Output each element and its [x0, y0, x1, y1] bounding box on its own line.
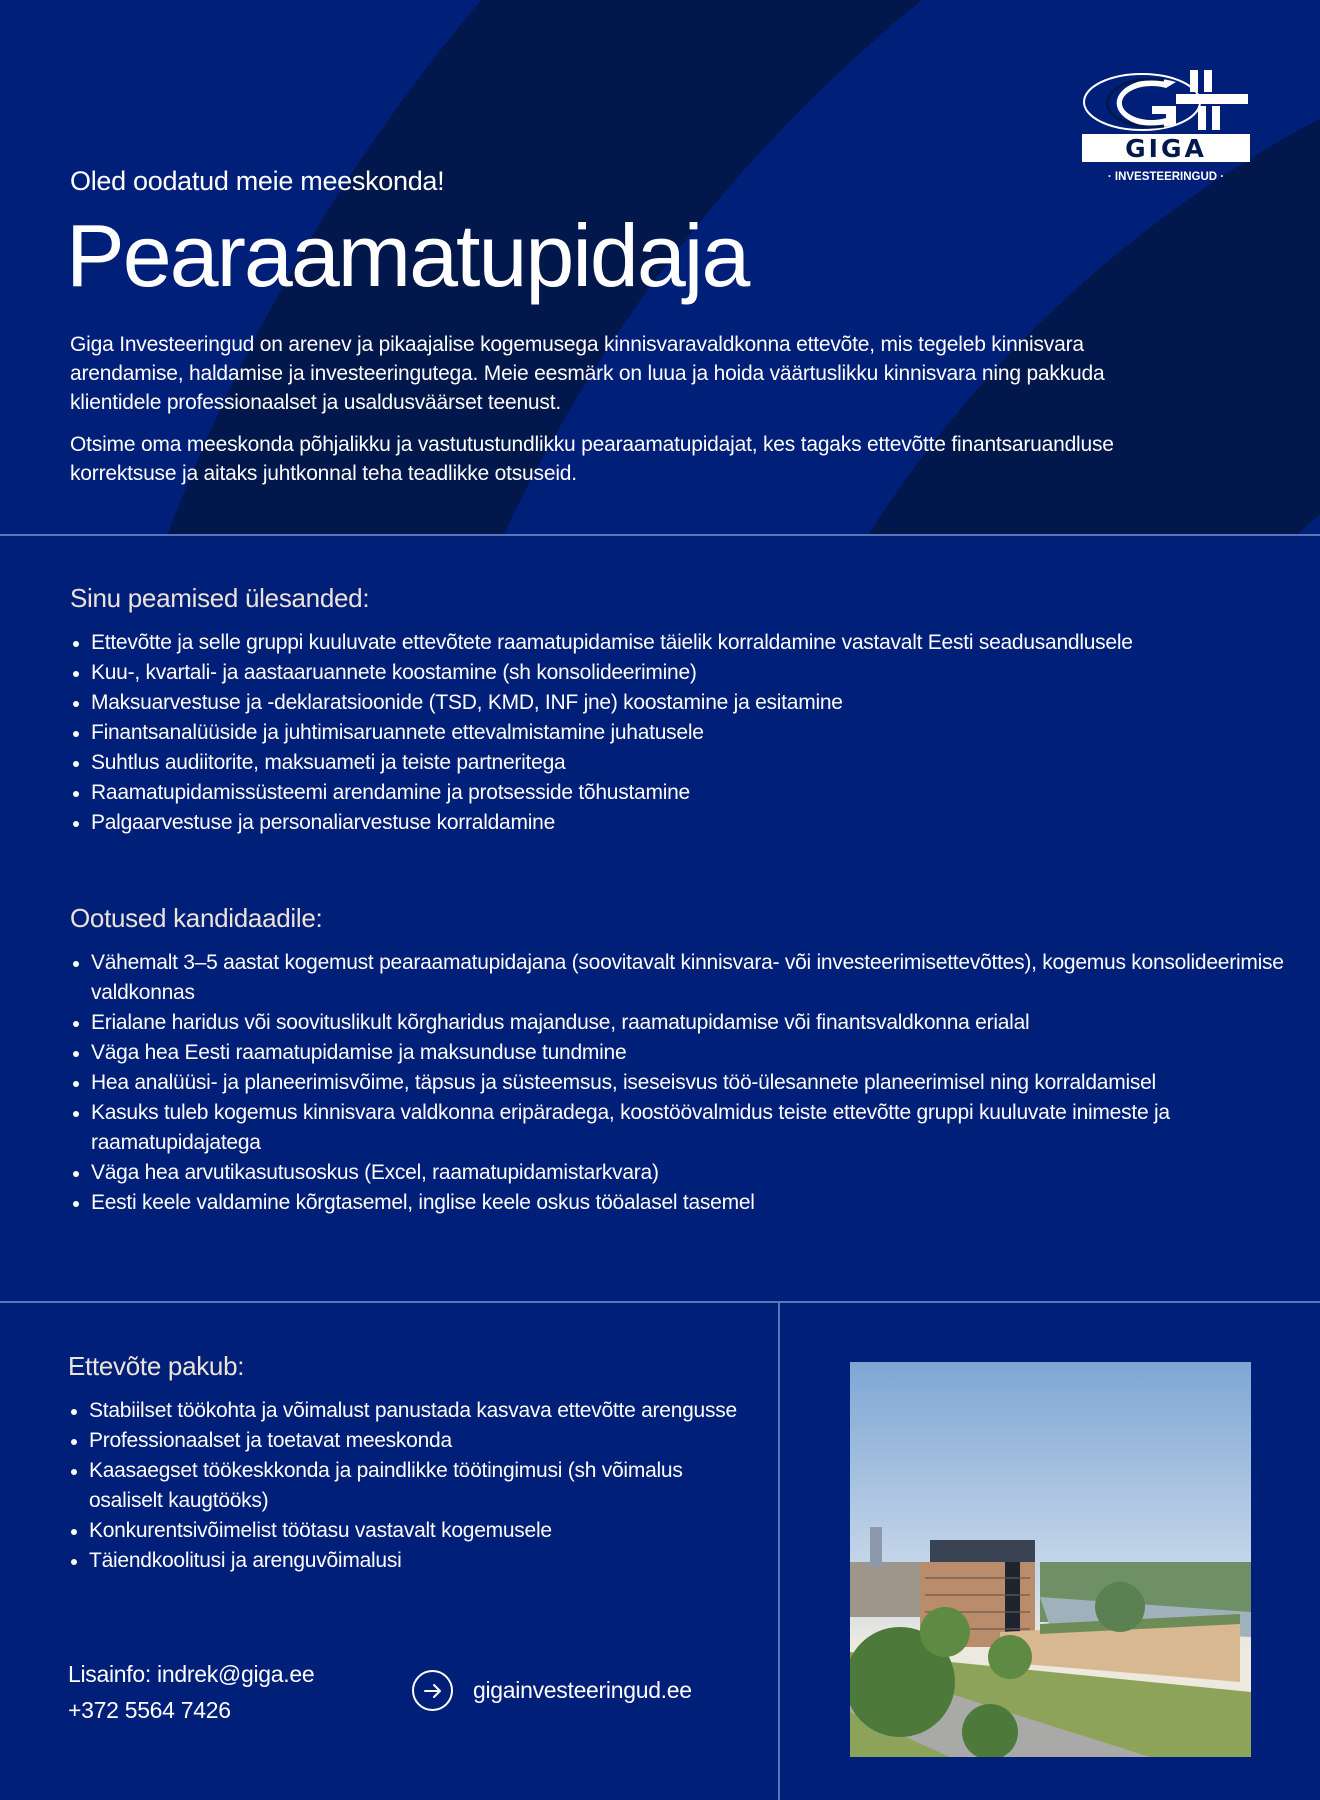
offers-heading: Ettevõte pakub:: [68, 1351, 245, 1381]
job-title: Pearaamatupidaja: [66, 206, 749, 305]
list-item: Suhtlus audiitorite, maksuameti ja teiste partneritega: [70, 748, 1270, 778]
offers-list: [68, 1396, 758, 1576]
section-divider: [0, 1301, 1320, 1303]
list-item: Ettevõtte ja selle gruppi kuuluvate ettevõtete raamatupidamise täielik korraldamine vastavalt Eesti seadusandlusele: [70, 628, 1270, 658]
list-item: Raamatupidamissüsteemi arendamine ja protsesside tõhustamine: [70, 778, 1270, 808]
list-item: Eesti keele valdamine kõrgtasemel, inglise keele oskus tööalasel tasemel: [70, 1188, 1290, 1218]
building-rendering-image: [850, 1362, 1251, 1757]
svg-text:· INVESTEERINGUD ·: · INVESTEERINGUD ·: [1107, 171, 1225, 183]
intro-paragraph-company: Giga Investeeringud on arenev ja pikaajalise kogemusega kinnisvaravaldkonna ettevõte, mis tegeleb kinnisvara arendamise, haldamise ja investeeringutega. Meie eesmärk on luua ja hoida väärtuslikku kinnisvara ning pakkuda klientidele professionaalset ja usaldusväärset teenust.: [70, 333, 1105, 414]
giga-logo-icon: [1080, 66, 1252, 186]
list-item: Kuu-, kvartali- ja aastaaruannete koostamine (sh konsolideerimine): [70, 658, 1270, 688]
column-divider: [778, 1302, 780, 1800]
contact-phone[interactable]: +372 5564 7426: [68, 1697, 231, 1723]
website-url: gigainvesteeringud.ee: [473, 1677, 692, 1703]
giga-investeeringud-logo[interactable]: [1080, 66, 1252, 186]
list-item: Vähemalt 3–5 aastat kogemust pearaamatupidajana (soovitavalt kinnisvara- või investeerimisettevõttes), kogemus konsolideerimise valdkonnas: [70, 948, 1290, 1008]
list-item: Palgaarvestuse ja personaliarvestuse korraldamine: [70, 808, 1270, 838]
intro-text: [70, 330, 1180, 488]
section-divider: [0, 534, 1320, 536]
list-item: Hea analüüsi- ja planeerimisvõime, täpsus ja süsteemsus, iseseisvus töö-ülesannete planeerimisel ning korraldamisel: [70, 1068, 1290, 1098]
building-photo: [850, 1362, 1251, 1757]
requirements-heading: Ootused kandidaadile:: [70, 903, 323, 933]
offers-section: [68, 1350, 758, 1576]
contact-info: [68, 1656, 314, 1728]
svg-text:GIGA: GIGA: [1125, 134, 1207, 163]
tasks-list: [70, 628, 1270, 838]
header-banner: [0, 0, 1320, 535]
list-item: Finantsanalüüside ja juhtimisaruannete ettevalmistamine juhatusele: [70, 718, 1270, 748]
website-link[interactable]: [412, 1670, 692, 1711]
list-item: Kaasaegset töökeskkonda ja paindlikke töötingimusi (sh võimalus osaliselt kaugtööks): [68, 1456, 758, 1516]
list-item: Väga hea Eesti raamatupidamise ja maksunduse tundmine: [70, 1038, 1290, 1068]
list-item: Erialane haridus või soovituslikult kõrgharidus majanduse, raamatupidamise või finantsvaldkonna erialal: [70, 1008, 1290, 1038]
list-item: Kasuks tuleb kogemus kinnisvara valdkonna eripäradega, koostöövalmidus teiste ettevõtte gruppi kuuluvate inimeste ja raamatupidajatega: [70, 1098, 1290, 1158]
requirements-section: [70, 902, 1290, 1218]
tasks-heading: Sinu peamised ülesanded:: [70, 583, 370, 613]
list-item: Konkurentsivõimelist töötasu vastavalt kogemusele: [68, 1516, 758, 1546]
arrow-right-circle-icon: [412, 1670, 453, 1711]
list-item: Väga hea arvutikasutusoskus (Excel, raamatupidamistarkvara): [70, 1158, 1290, 1188]
tasks-section: [70, 582, 1270, 838]
intro-paragraph-role: Otsime oma meeskonda põhjalikku ja vastutustundlikku pearaamatupidajat, kes tagaks ettevõtte finantsaruandluse korrektsuse ja aitaks juhtkonnal teha teadlikke otsuseid.: [70, 433, 1114, 485]
list-item: Täiendkoolitusi ja arenguvõimalusi: [68, 1546, 758, 1576]
contact-email[interactable]: Lisainfo: indrek@giga.ee: [68, 1661, 315, 1687]
list-item: Professionaalset ja toetavat meeskonda: [68, 1426, 758, 1456]
requirements-list: [70, 948, 1290, 1218]
list-item: Stabiilset töökohta ja võimalust panustada kasvava ettevõtte arengusse: [68, 1396, 758, 1426]
list-item: Maksuarvestuse ja -deklaratsioonide (TSD, KMD, INF jne) koostamine ja esitamine: [70, 688, 1270, 718]
eyebrow-text: Oled oodatud meie meeskonda!: [70, 166, 445, 196]
